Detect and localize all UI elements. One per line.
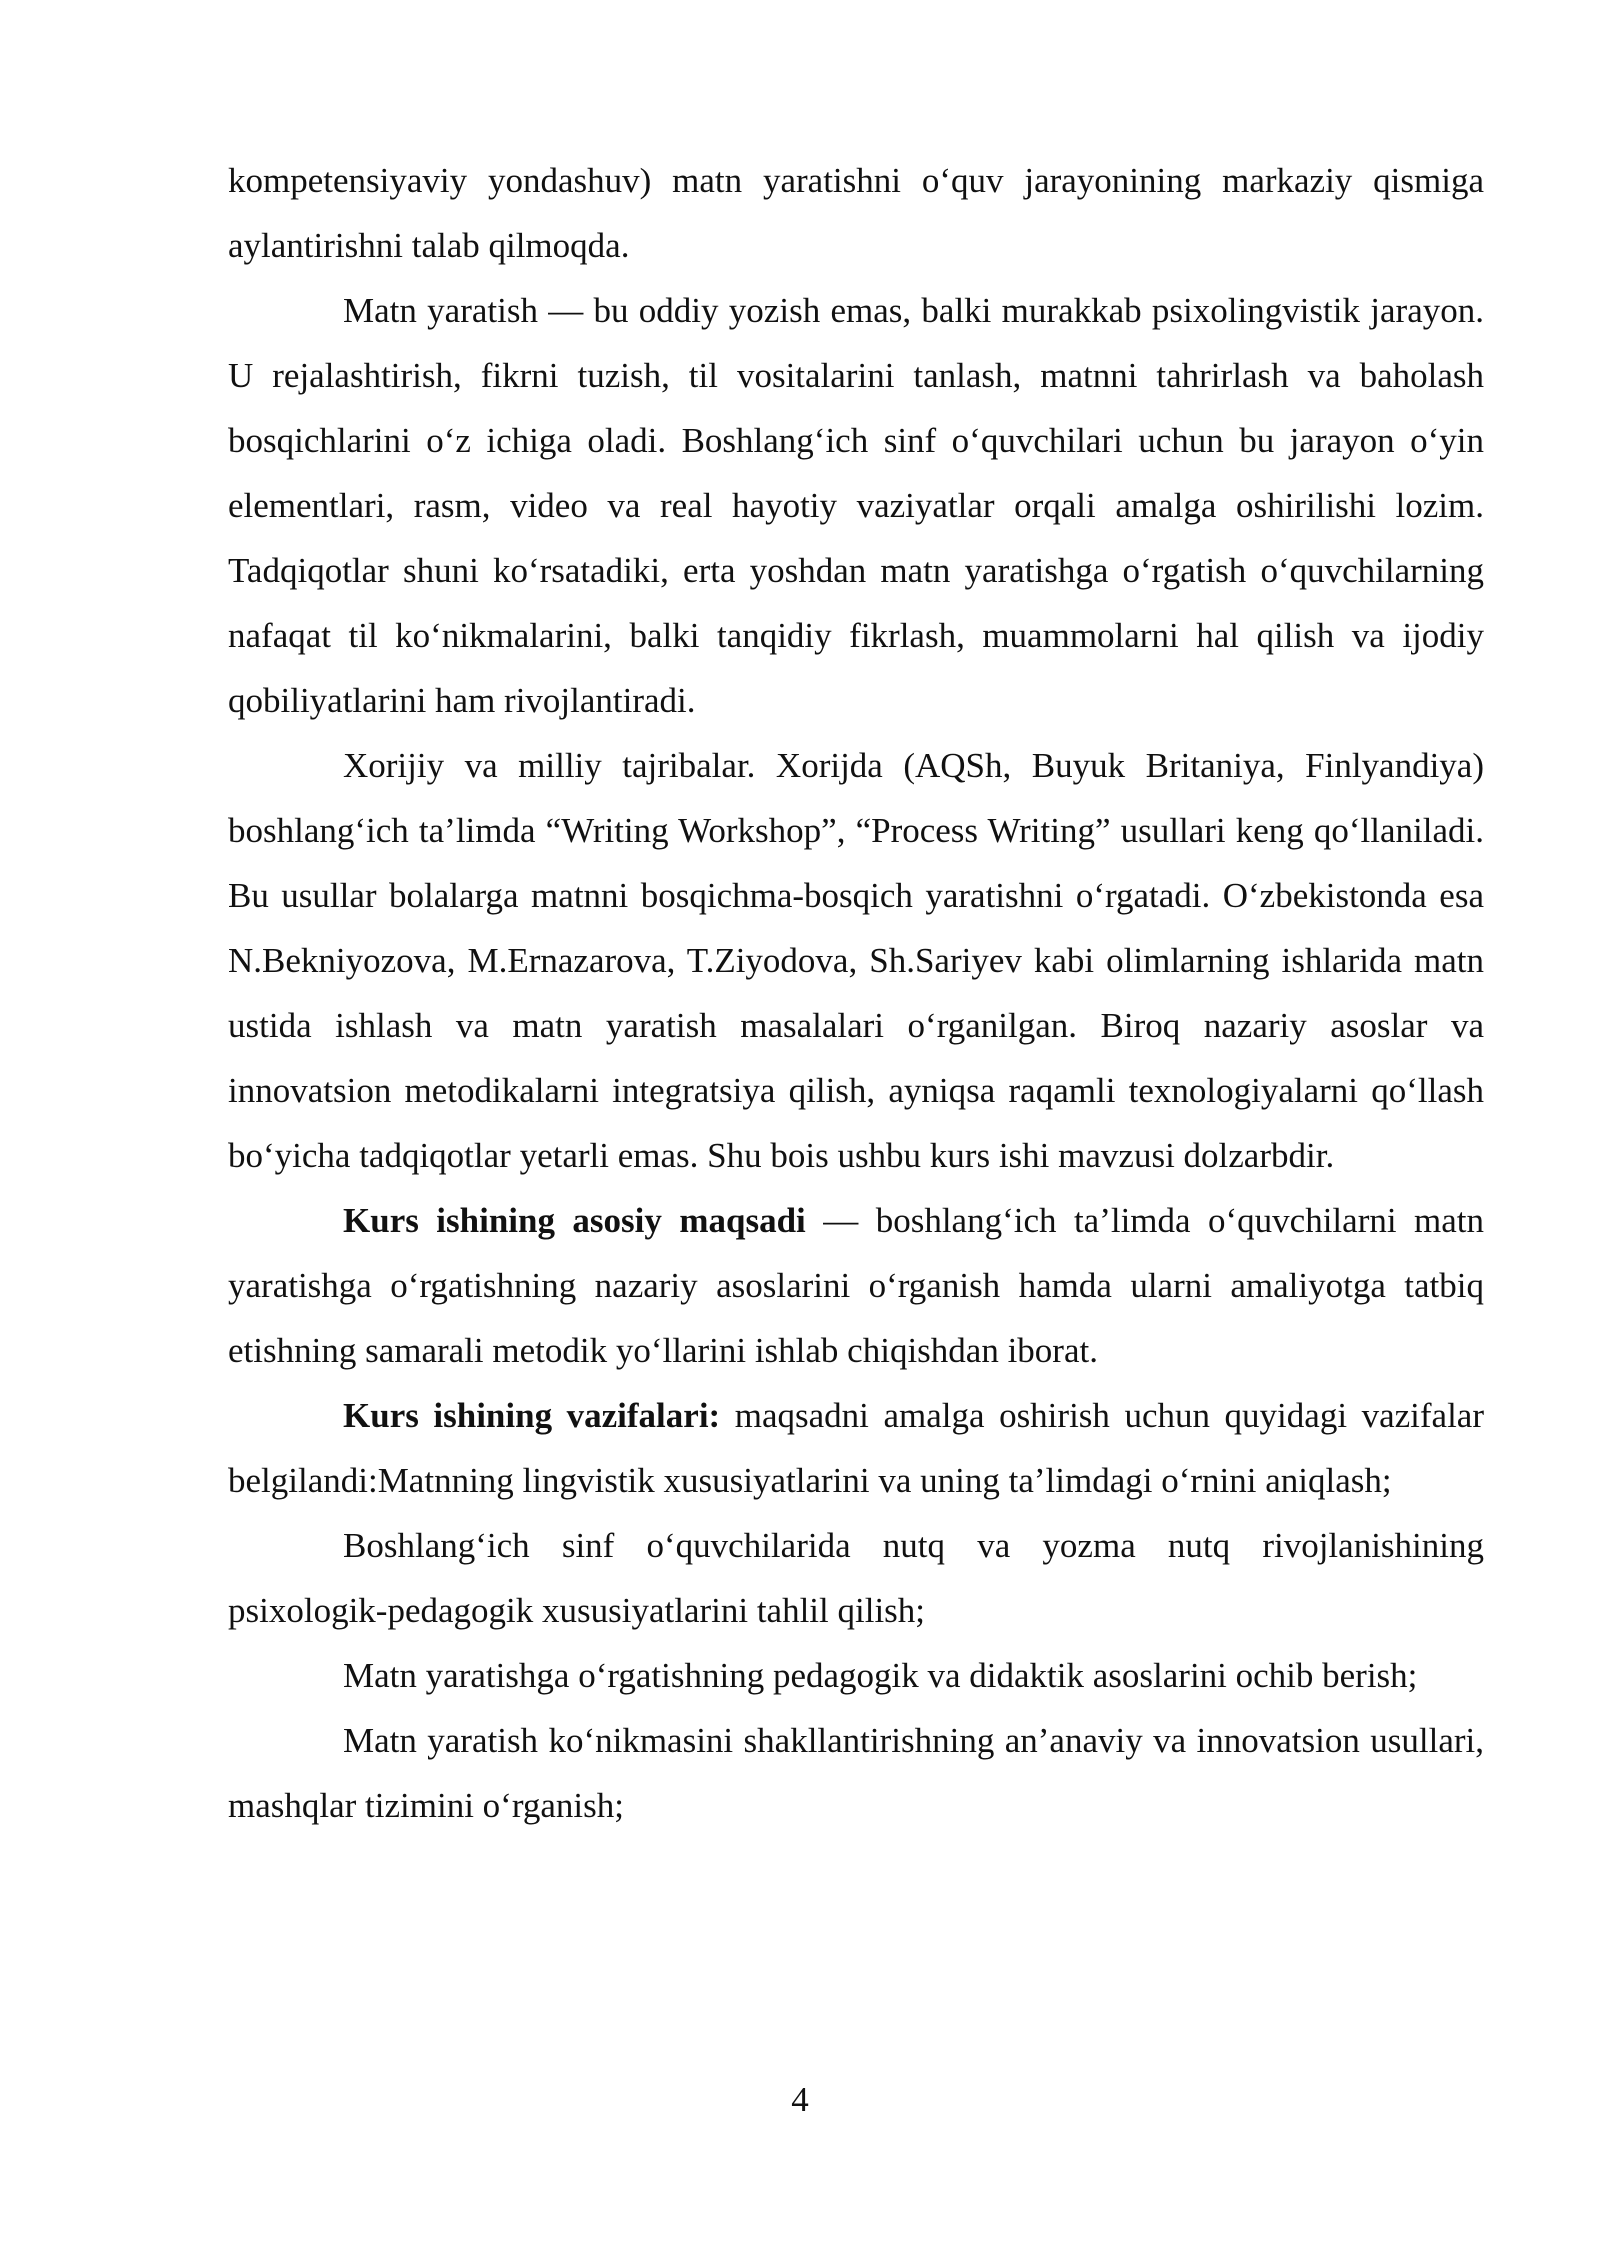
paragraph-1 — [228, 148, 1484, 278]
paragraph-3-text: Xorijiy va milliy tajribalar. Xorijda (AQSh, Buyuk Britaniya, Finlyandiya) boshlang‘ich ta’limda “Writing Workshop”, “Process Writing” usullari keng qo‘llaniladi. Bu usullar bolalarga matnni bosqichma-bosqich yaratishni o‘rgatadi. O‘zbekistonda esa N.Bekniyozova, M.Ernazarova, T.Ziyodova, Sh.Sariyev kabi olimlarning ishlarida matn ustida ishlash va matn yaratish masalalari o‘rganilgan. Biroq nazariy asoslar va innovatsion metodikalarni integratsiya qilish, ayniqsa raqamli texnologiyalarni qo‘llash bo‘yicha tadqiqotlar yetarli emas. Shu bois ushbu kurs ishi mavzusi dolzarbdir. — [228, 746, 1484, 1175]
page-number: 4 — [791, 2080, 809, 2119]
paragraph-5-text: maqsadni amalga oshirish uchun quyidagi vazifalar belgilandi:Matnning lingvistik xususiyatlarini va uning ta’limdagi o‘rnini aniqlash; — [228, 1396, 1484, 1500]
paragraph-4 — [228, 1188, 1484, 1383]
document-body — [228, 148, 1484, 1838]
paragraph-7 — [228, 1643, 1484, 1708]
paragraph-2 — [228, 278, 1484, 733]
paragraph-6-text: Boshlang‘ich sinf o‘quvchilarida nutq va yozma nutq rivojlanishining psixologik-pedagogik xususiyatlarini tahlil qilish; — [228, 1526, 1484, 1630]
paragraph-5 — [228, 1383, 1484, 1513]
paragraph-4-bold-lead: Kurs ishining asosiy maqsadi — [343, 1201, 806, 1240]
paragraph-3 — [228, 733, 1484, 1188]
paragraph-4-text: — boshlang‘ich ta’limda o‘quvchilarni matn yaratishga o‘rgatishning nazariy asoslarini o‘rganish hamda ularni amaliyotga tatbiq etishning samarali metodik yo‘llarini ishlab chiqishdan iborat. — [228, 1201, 1485, 1370]
paragraph-1-text: kompetensiyaviy yondashuv) matn yaratishni o‘quv jarayonining markaziy qismiga aylantirishni talab qilmoqda. — [228, 161, 1484, 265]
paragraph-5-bold-lead: Kurs ishining vazifalari: — [343, 1396, 721, 1435]
paragraph-7-text: Matn yaratishga o‘rgatishning pedagogik va didaktik asoslarini ochib berish; — [343, 1656, 1418, 1695]
paragraph-2-text: Matn yaratish — bu oddiy yozish emas, balki murakkab psixolingvistik jarayon. U rejalashtirish, fikrni tuzish, til vositalarini tanlash, matnni tahrirlash va baholash bosqichlarini o‘z ichiga oladi. Boshlang‘ich sinf o‘quvchilari uchun bu jarayon o‘yin elementlari, rasm, video va real hayotiy vaziyatlar orqali amalga oshirilishi lozim. Tadqiqotlar shuni ko‘rsatadiki, erta yoshdan matn yaratishga o‘rgatish o‘quvchilarning nafaqat til ko‘nikmalarini, balki tanqidiy fikrlash, muammolarni hal qilish va ijodiy qobiliyatlarini ham rivojlantiradi. — [228, 291, 1484, 720]
paragraph-8 — [228, 1708, 1484, 1838]
paragraph-8-text: Matn yaratish ko‘nikmasini shakllantirishning an’anaviy va innovatsion usullari, mashqlar tizimini o‘rganish; — [228, 1721, 1484, 1825]
paragraph-6 — [228, 1513, 1484, 1643]
